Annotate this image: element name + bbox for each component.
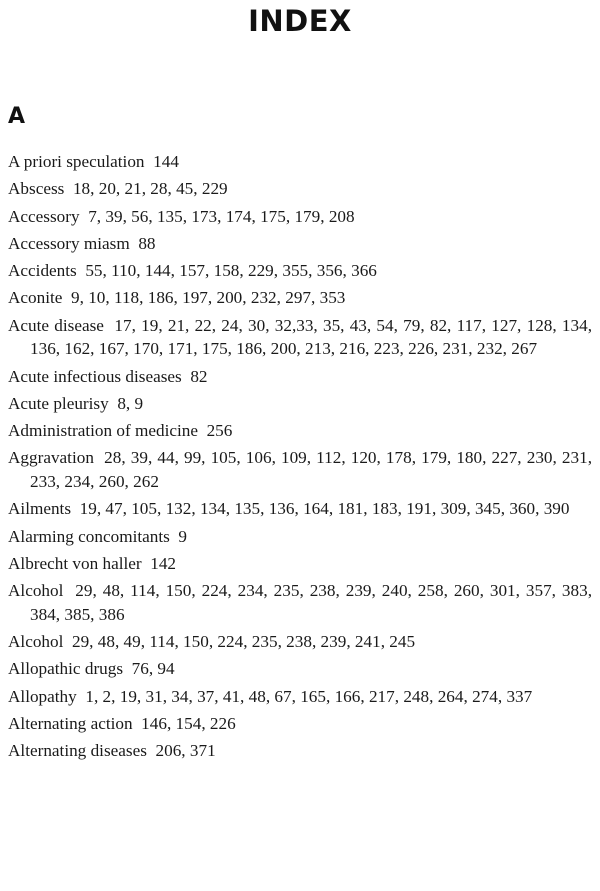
- index-entry: [8, 712, 592, 736]
- index-term: Aggravation: [8, 448, 94, 468]
- index-page-numbers: 7, 39, 56, 135, 173, 174, 175, 179, 208: [88, 206, 355, 226]
- index-page-numbers: 76, 94: [131, 659, 175, 679]
- index-page-numbers: 19, 47, 105, 132, 134, 135, 136, 164, 181, 183, 191, 309, 345, 360, 390: [79, 499, 570, 519]
- index-entry: [8, 392, 592, 416]
- index-term: Alcohol: [8, 632, 64, 651]
- index-page-numbers: 144: [153, 152, 179, 171]
- index-entry: [8, 657, 592, 681]
- index-entry: [8, 314, 592, 361]
- index-entry: [8, 286, 592, 310]
- index-term: A priori speculation: [8, 152, 145, 171]
- index-entry: [8, 525, 592, 549]
- index-page-numbers: 206, 371: [155, 741, 216, 761]
- index-page-numbers: 29, 48, 114, 150, 224, 234, 235, 238, 239, 240, 258, 260, 301, 357, 383, 384, 385, 386: [30, 581, 593, 624]
- index-term: Allopathy: [8, 686, 77, 706]
- index-term: Accessory miasm: [8, 233, 130, 253]
- index-entry: [8, 259, 592, 283]
- index-term: Albrecht von haller: [8, 553, 142, 573]
- index-entry: [8, 685, 592, 709]
- index-page-numbers: 1, 2, 19, 31, 34, 37, 41, 48, 67, 165, 166, 217, 248, 264, 274, 337: [85, 686, 533, 706]
- index-page-numbers: 146, 154, 226: [141, 713, 236, 733]
- index-page-numbers: 9, 10, 118, 186, 197, 200, 232, 297, 353: [71, 288, 346, 308]
- index-term: Accidents: [8, 261, 77, 281]
- index-page-numbers: 29, 48, 49, 114, 150, 224, 235, 238, 239, 241, 245: [71, 632, 416, 651]
- index-entry: [8, 497, 592, 521]
- index-entry: [8, 552, 592, 576]
- index-term: Alternating action: [8, 713, 133, 733]
- index-entry: [8, 419, 592, 443]
- index-page-numbers: 55, 110, 144, 157, 158, 229, 355, 356, 366: [85, 261, 377, 281]
- index-page-numbers: 88: [138, 233, 156, 253]
- index-entry-list: [8, 150, 592, 766]
- index-page-numbers: 18, 20, 21, 28, 45, 229: [72, 179, 228, 199]
- index-entry: [8, 205, 592, 229]
- index-entry: [8, 232, 592, 256]
- index-term: Abscess: [8, 179, 65, 199]
- index-term: Acute infectious diseases: [8, 366, 182, 386]
- index-term: Alcohol: [8, 581, 64, 601]
- section-letter: A: [8, 104, 26, 129]
- index-entry: [8, 150, 592, 174]
- index-page-numbers: 9: [178, 526, 188, 546]
- index-entry: [8, 739, 592, 763]
- index-page-numbers: 256: [206, 421, 233, 441]
- index-entry: [8, 177, 592, 201]
- index-term: Accessory: [8, 206, 80, 226]
- index-entry: [8, 630, 592, 654]
- index-term: Acute disease: [8, 315, 104, 335]
- index-entry: [8, 446, 592, 493]
- index-entry: [8, 365, 592, 389]
- page-title: INDEX: [248, 4, 352, 38]
- index-term: Acute pleurisy: [8, 393, 109, 413]
- index-page-numbers: 17, 19, 21, 22, 24, 30, 32,33, 35, 43, 54, 79, 82, 117, 127, 128, 134, 136, 162, 167, 170, 171, 175, 186, 200, 213, 216, 223, 226, 231, 232, 267: [30, 315, 592, 359]
- index-term: Administration of medicine: [8, 421, 198, 441]
- index-page-numbers: 8, 9: [117, 393, 144, 413]
- index-term: Ailments: [8, 499, 72, 519]
- index-page-numbers: 28, 39, 44, 99, 105, 106, 109, 112, 120, 178, 179, 180, 227, 230, 231, 233, 234, 260, 262: [30, 448, 592, 491]
- index-entry: [8, 579, 592, 626]
- index-page-numbers: 142: [150, 553, 177, 573]
- index-term: Alarming concomitants: [8, 526, 170, 546]
- index-term: Aconite: [8, 288, 63, 308]
- index-page-numbers: 82: [190, 366, 208, 386]
- index-term: Alternating diseases: [8, 741, 147, 761]
- index-term: Allopathic drugs: [8, 659, 124, 679]
